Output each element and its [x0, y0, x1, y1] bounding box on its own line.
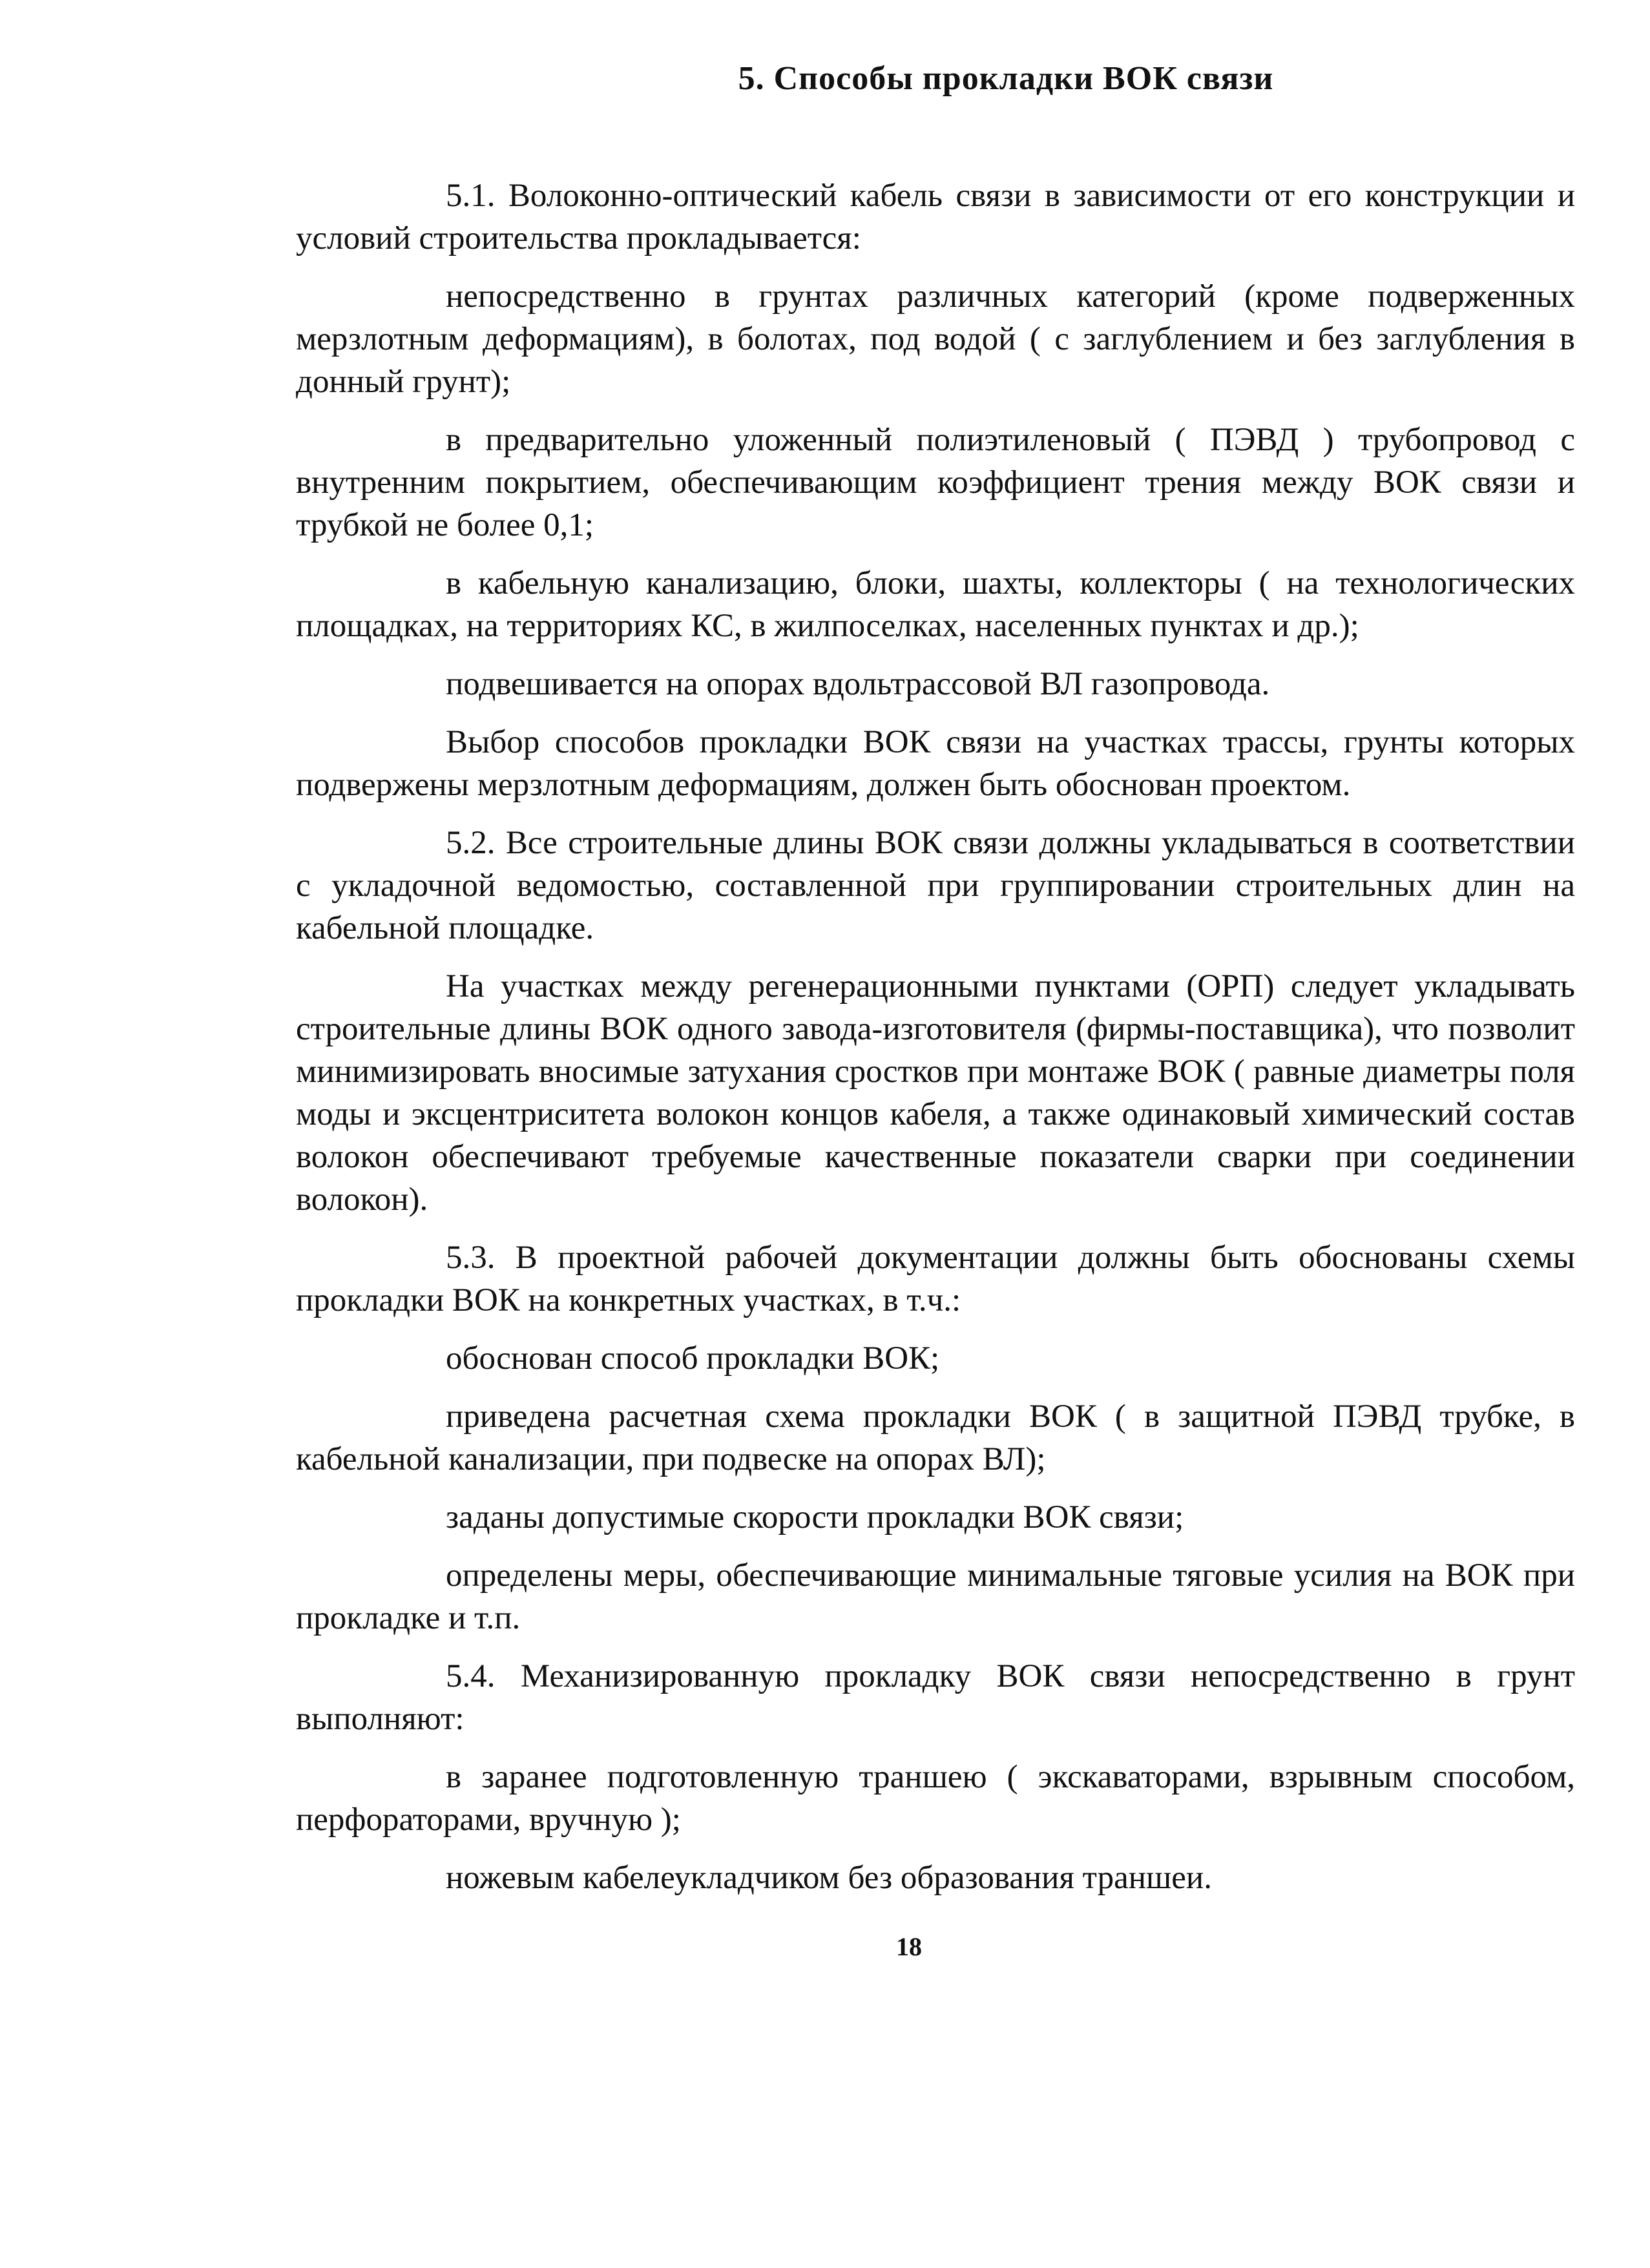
paragraph-5-3: 5.3. В проектной рабочей документации должны быть обоснованы схемы прокладки ВОК на конкретных участках, в т.ч.: — [296, 1240, 1575, 1318]
paragraph-permafrost-note: Выбор способов прокладки ВОК связи на участках трассы, грунты которых подвержены мерзлотным деформациям, должен быть обоснован проектом. — [296, 724, 1575, 803]
paragraph-regeneration-sections: На участках между регенерационными пунктами (ОРП) следует укладывать строительные длины ВОК одного завода-изготовителя (фирмы-поставщика), что позволит минимизировать вносимые затухания сростков при монтаже ВОК ( равные диаметры поля моды и эксцентриситета волокон концов кабеля, а также одинаковый химический состав волокон обеспечивают требуемые качественные показатели сварки при соединении волокон). — [296, 968, 1575, 1218]
paragraph-method-justified: обоснован способ прокладки ВОК; — [446, 1340, 940, 1377]
paragraph-trench-laying: в заранее подготовленную траншею ( экскаваторами, взрывным способом, перфораторами, вручную ); — [296, 1759, 1575, 1838]
paragraph-5-4: 5.4. Механизированную прокладку ВОК связи непосредственно в грунт выполняют: — [296, 1658, 1575, 1737]
document-body — [296, 174, 1575, 1915]
paragraph-overhead-laying: подвешивается на опорах вдольтрассовой ВЛ газопровода. — [446, 666, 1270, 702]
paragraph-5-2: 5.2. Все строительные длины ВОК связи должны укладываться в соответствии с укладочной ведомостью, составленной при группировании строительных длин на кабельной площадке. — [296, 825, 1575, 946]
paragraph-plough-laying: ножевым кабелеукладчиком без образования траншеи. — [446, 1860, 1212, 1896]
paragraph-calculation-scheme: приведена расчетная схема прокладки ВОК ( в защитной ПЭВД трубке, в кабельной канализации, при подвеске на опорах ВЛ); — [296, 1399, 1575, 1477]
paragraph-pipe-laying: в предварительно уложенный полиэтиленовый ( ПЭВД ) трубопровод с внутренним покрытием, обеспечивающим коэффициент трения между ВОК связи и трубкой не более 0,1; — [296, 422, 1575, 543]
paragraph-5-1: 5.1. Волоконно-оптический кабель связи в зависимости от его конструкции и условий строительства прокладывается: — [296, 178, 1575, 256]
paragraph-tension-measures: определены меры, обеспечивающие минимальные тяговые усилия на ВОК при прокладке и т.п. — [296, 1557, 1575, 1636]
paragraph-duct-laying: в кабельную канализацию, блоки, шахты, коллекторы ( на технологических площадках, на территориях КС, в жилпоселках, населенных пунктах и др.); — [296, 565, 1575, 644]
section-title: 5. Способы прокладки ВОК связи — [738, 60, 1274, 97]
page-number: 18 — [896, 1932, 922, 1961]
paragraph-laying-speeds: заданы допустимые скорости прокладки ВОК связи; — [446, 1499, 1184, 1535]
paragraph-soil-laying: непосредственно в грунтах различных категорий (кроме подверженных мерзлотным деформациям), в болотах, под водой ( с заглублением и без заглубления в донный грунт); — [296, 278, 1575, 400]
